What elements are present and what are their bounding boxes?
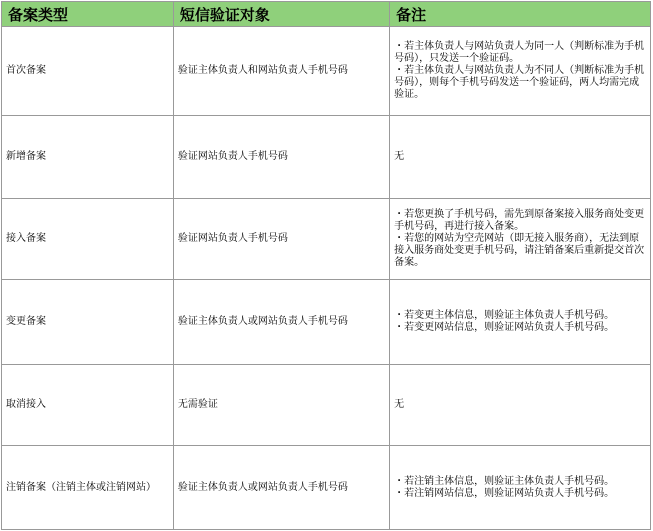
filing-type-cell: 首次备案 (2, 27, 174, 116)
header-filing-type: 备案类型 (2, 2, 174, 27)
note-item: 无 (394, 151, 405, 162)
filing-type-cell: 注销备案（注销主体或注销网站） (2, 446, 174, 530)
table-row (2, 365, 651, 446)
sms-target-cell: 验证主体负责人或网站负责人手机号码 (173, 280, 389, 365)
note-item: ・若主体负责人与网站负责人为同一人（判断标准为手机号码），只发送一个验证码。 (394, 41, 645, 64)
filing-type-cell: 取消接入 (2, 365, 174, 446)
sms-target-cell: 验证主体负责人和网站负责人手机号码 (173, 27, 389, 116)
table-row (2, 199, 651, 280)
table-row (2, 27, 651, 116)
notes-list (394, 476, 646, 500)
notes-cell (390, 446, 651, 530)
notes-list (394, 209, 646, 269)
notes-cell (390, 280, 651, 365)
filing-type-cell: 新增备案 (2, 116, 174, 199)
notes-cell (390, 365, 651, 446)
filing-verification-table (1, 1, 651, 530)
notes-list (394, 399, 646, 411)
filing-type-cell: 变更备案 (2, 280, 174, 365)
note-item: ・若变更网站信息，则验证网站负责人手机号码。 (394, 322, 615, 333)
note-item: ・若您的网站为空壳网站（即无接入服务商），无法到原接入服务商处变更手机号码，请注销备案后重新提交首次备案。 (394, 233, 645, 268)
table-row (2, 280, 651, 365)
note-item: ・若您更换了手机号码，需先到原备案接入服务商处变更手机号码，再进行接入备案。 (394, 209, 645, 232)
note-item: ・若主体负责人与网站负责人为不同人（判断标准为手机号码），则每个手机号码发送一个验证码，两人均需完成验证。 (394, 65, 645, 100)
table-row (2, 446, 651, 530)
table-row (2, 116, 651, 199)
filing-type-cell: 接入备案 (2, 199, 174, 280)
table-header-row (2, 2, 651, 27)
header-sms-target: 短信验证对象 (173, 2, 389, 27)
notes-list (394, 151, 646, 163)
notes-cell (390, 116, 651, 199)
note-item: 无 (394, 399, 405, 410)
note-item: ・若注销主体信息，则验证主体负责人手机号码。 (394, 475, 615, 487)
sms-target-cell: 无需验证 (173, 365, 389, 446)
sms-target-cell: 验证网站负责人手机号码 (173, 116, 389, 199)
notes-list (394, 310, 646, 334)
notes-cell (390, 199, 651, 280)
sms-target-cell: 验证主体负责人或网站负责人手机号码 (173, 446, 389, 530)
header-notes: 备注 (390, 2, 651, 27)
sms-target-cell: 验证网站负责人手机号码 (173, 199, 389, 280)
notes-list (394, 41, 646, 101)
note-item: ・若变更主体信息，则验证主体负责人手机号码。 (394, 310, 615, 321)
note-item: ・若注销网站信息，则验证网站负责人手机号码。 (394, 487, 615, 499)
notes-cell (390, 27, 651, 116)
